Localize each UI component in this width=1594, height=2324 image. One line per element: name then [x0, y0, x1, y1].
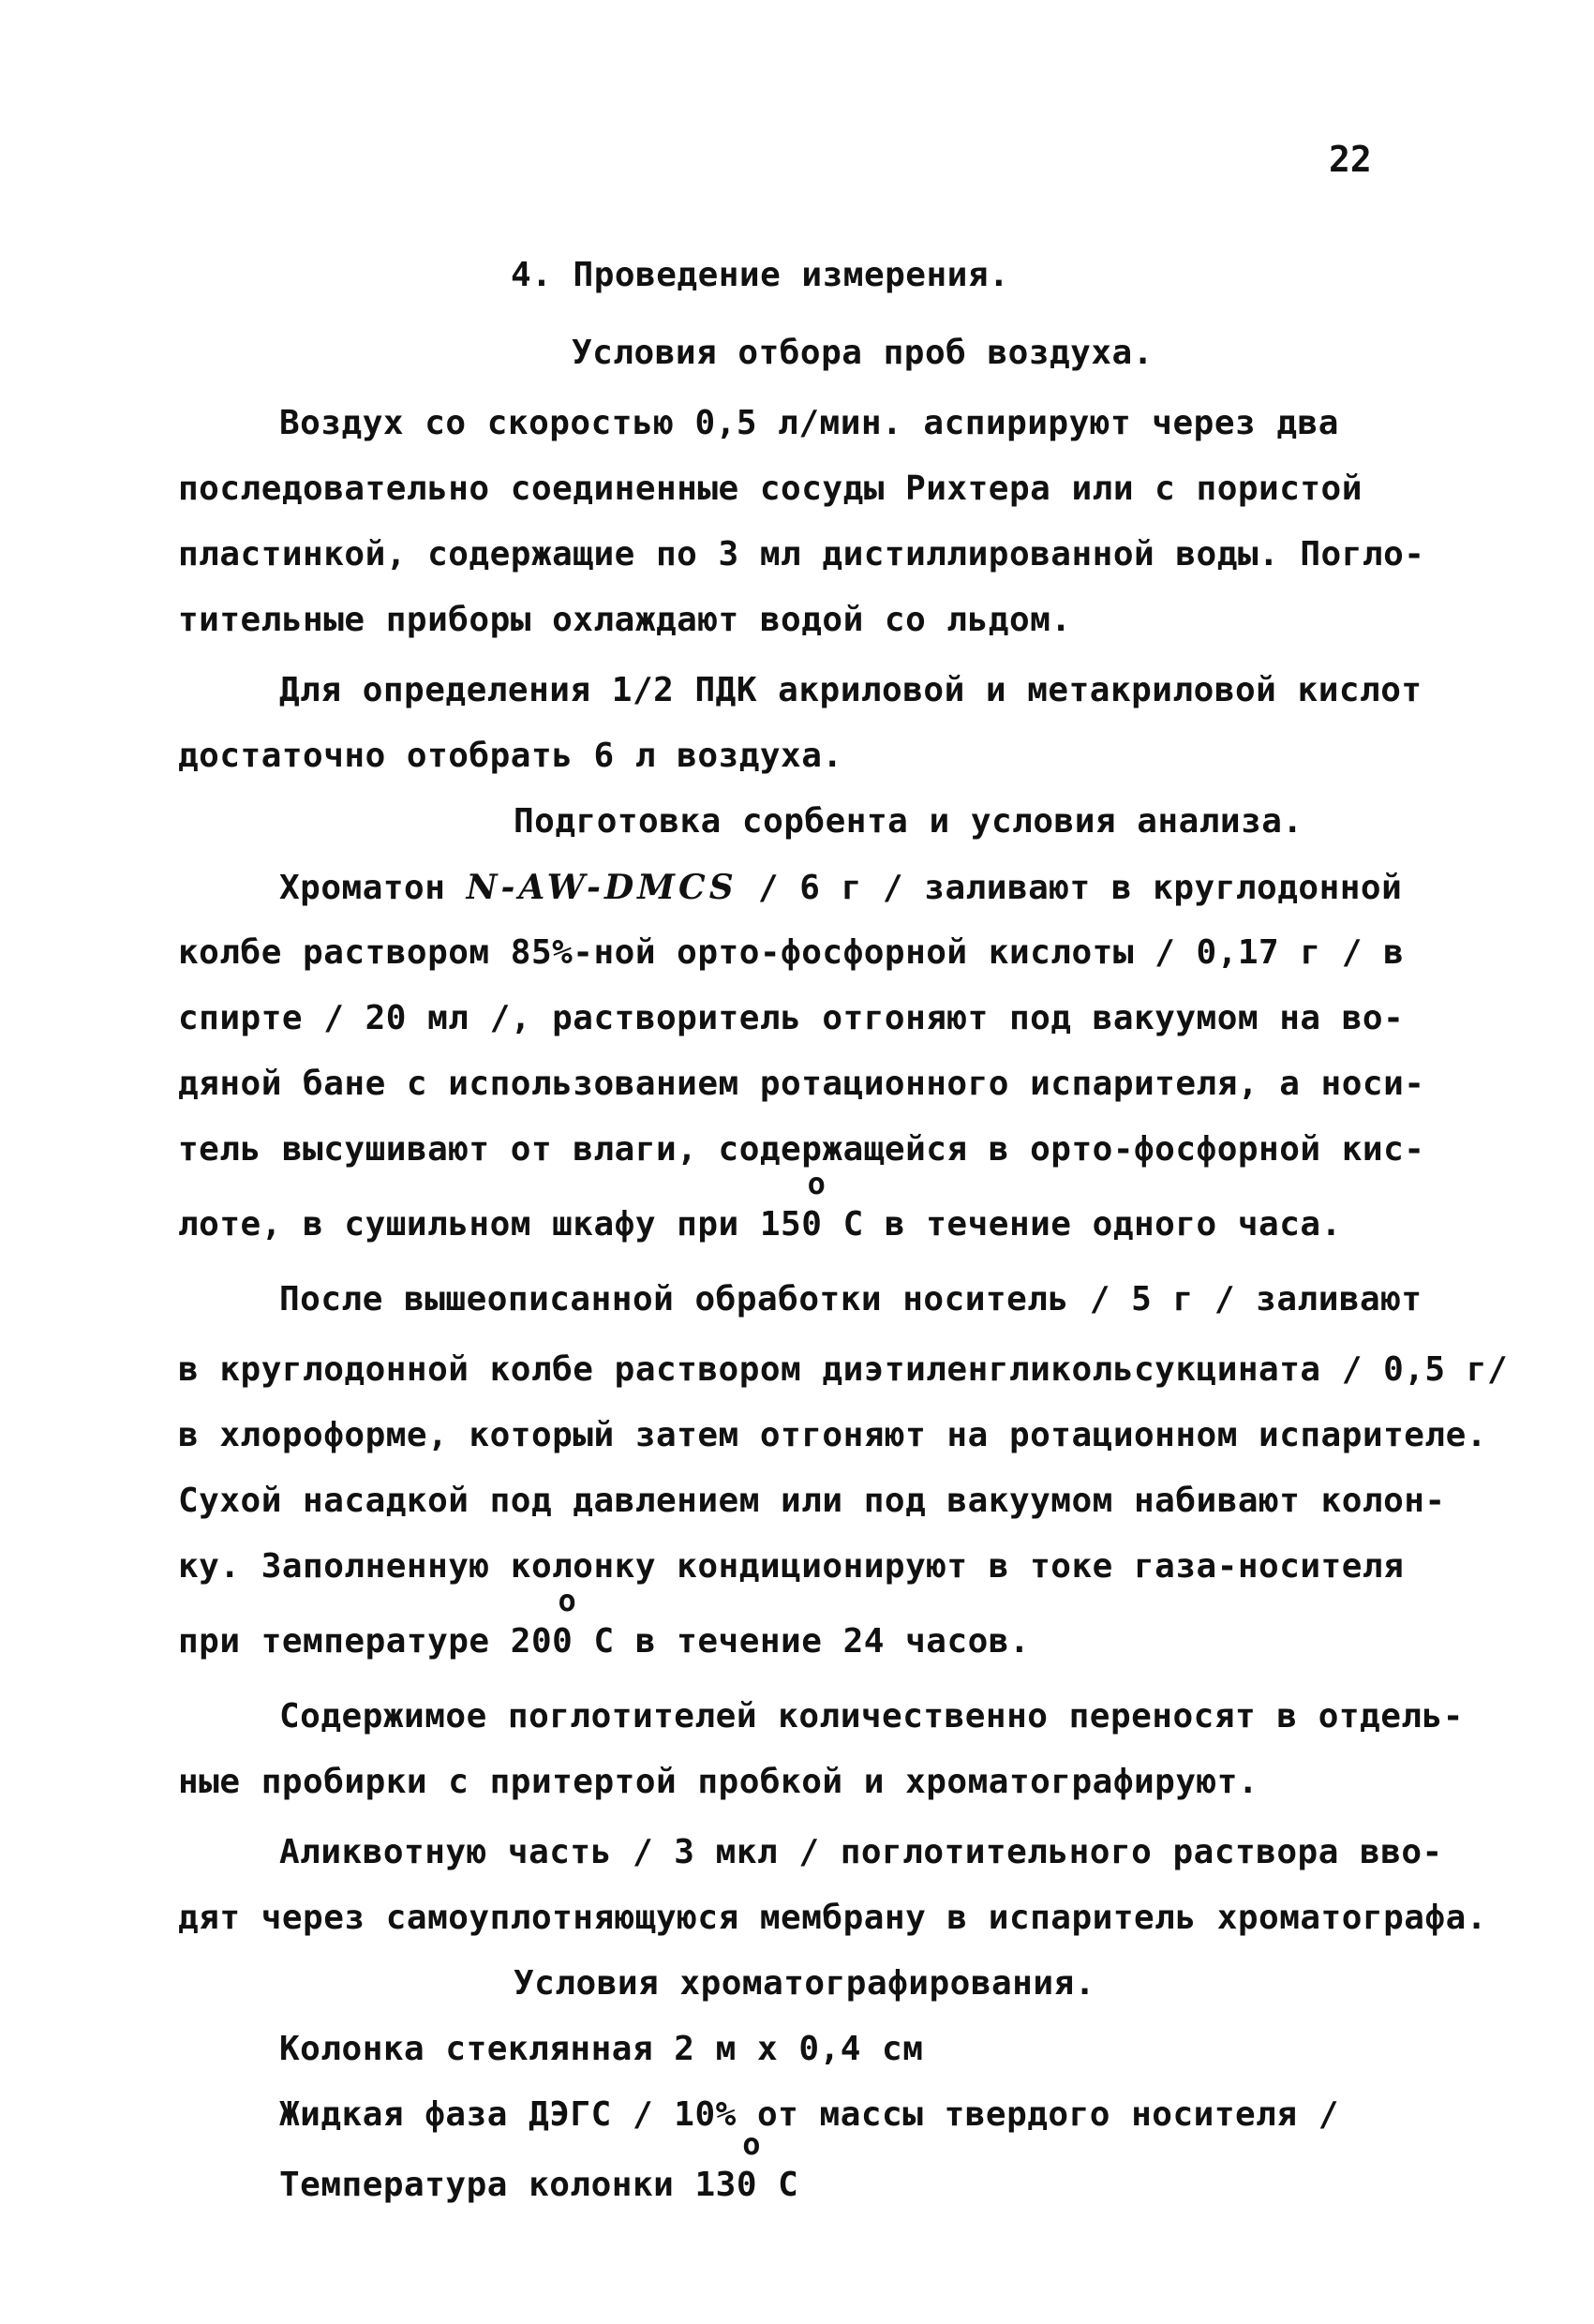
text-line: [279, 2126, 799, 2206]
text-fragment: [178, 1583, 577, 1662]
text-line: последовательно соединенные сосуды Рихтера или с пористой: [178, 469, 1363, 508]
text-fragment: С: [757, 2166, 799, 2204]
text-line: колбе раствором 85%-ной орто-фосфорной кислоты / 0,17 г / в: [178, 933, 1405, 972]
text-fragment: / 6 г / заливают в круглодонной: [757, 869, 1403, 907]
text-line: в хлороформе, который затем отгоняют на ротационном испарителе.: [178, 1416, 1487, 1454]
degree-mark: о: [742, 2126, 761, 2162]
text-fragment-value: Температура колонки 130: [279, 2166, 757, 2204]
handwritten-sorbent-name: N-AW-DMCS: [466, 868, 737, 907]
text-line: тель высушивают от влаги, содержащейся в орто-фосфорной кис-: [178, 1130, 1425, 1169]
text-line: Сухой насадкой под давлением или под вакуумом набивают колон-: [178, 1482, 1446, 1520]
text-line: ку. Заполненную колонку кондиционируют в токе газа-носителя: [178, 1547, 1405, 1586]
text-line: Аликвотную часть / 3 мкл / поглотительного раствора вво-: [279, 1833, 1443, 1871]
page-number: 22: [1329, 139, 1372, 180]
degree-mark: о: [558, 1583, 577, 1618]
subheading-sorbent: Подготовка сорбента и условия анализа.: [514, 802, 1304, 841]
text-line: Жидкая фаза ДЭГС / 10% от массы твердого носителя /: [279, 2095, 1339, 2134]
text-line: дяной бане с использованием ротационного испарителя, а носи-: [178, 1065, 1425, 1103]
subheading-chromatography: Условия хроматографирования.: [514, 1964, 1095, 2003]
text-fragment: Хроматон: [279, 869, 446, 907]
text-line: Колонка стеклянная 2 м х 0,4 см: [279, 2030, 924, 2068]
text-line: Для определения 1/2 ПДК акриловой и метакриловой кислот: [279, 671, 1423, 709]
subheading-sampling: Условия отбора проб воздуха.: [572, 334, 1154, 372]
text-line: тительные приборы охлаждают водой со льдом.: [178, 601, 1072, 639]
text-line: спирте / 20 мл /, растворитель отгоняют под вакуумом на во-: [178, 999, 1405, 1037]
text-line: [279, 867, 1402, 909]
text-line: в круглодонной колбе раствором диэтиленгликольсукцината / 0,5 г/: [178, 1350, 1509, 1389]
text-line: Содержимое поглотителей количественно переносят в отдель-: [279, 1697, 1464, 1736]
text-line: ные пробирки с притертой пробкой и хроматографируют.: [178, 1763, 1259, 1801]
text-line: Воздух со скоростью 0,5 л/мин. аспирируют через два: [279, 404, 1339, 442]
text-fragment: С в течение одного часа.: [822, 1205, 1342, 1244]
text-fragment-value: при температуре 200: [178, 1622, 574, 1661]
text-fragment-value: лоте, в сушильном шкафу при 150: [178, 1205, 823, 1244]
degree-mark: о: [807, 1166, 827, 1201]
text-fragment: [279, 2126, 761, 2206]
text-line: достаточно отобрать 6 л воздуха.: [178, 737, 843, 775]
text-line: дят через самоуплотняющуюся мембрану в испаритель хроматографа.: [178, 1899, 1487, 1937]
text-line: [178, 1583, 1031, 1662]
text-fragment: С в течение 24 часов.: [573, 1622, 1031, 1661]
text-fragment: [178, 1166, 827, 1245]
section-title: 4. Проведение измерения.: [511, 256, 1010, 294]
text-line: После вышеописанной обработки носитель / 5 г / заливают: [279, 1280, 1423, 1318]
text-line: [178, 1166, 1342, 1245]
text-line: пластинкой, содержащие по 3 мл дистиллированной воды. Погло-: [178, 535, 1425, 574]
